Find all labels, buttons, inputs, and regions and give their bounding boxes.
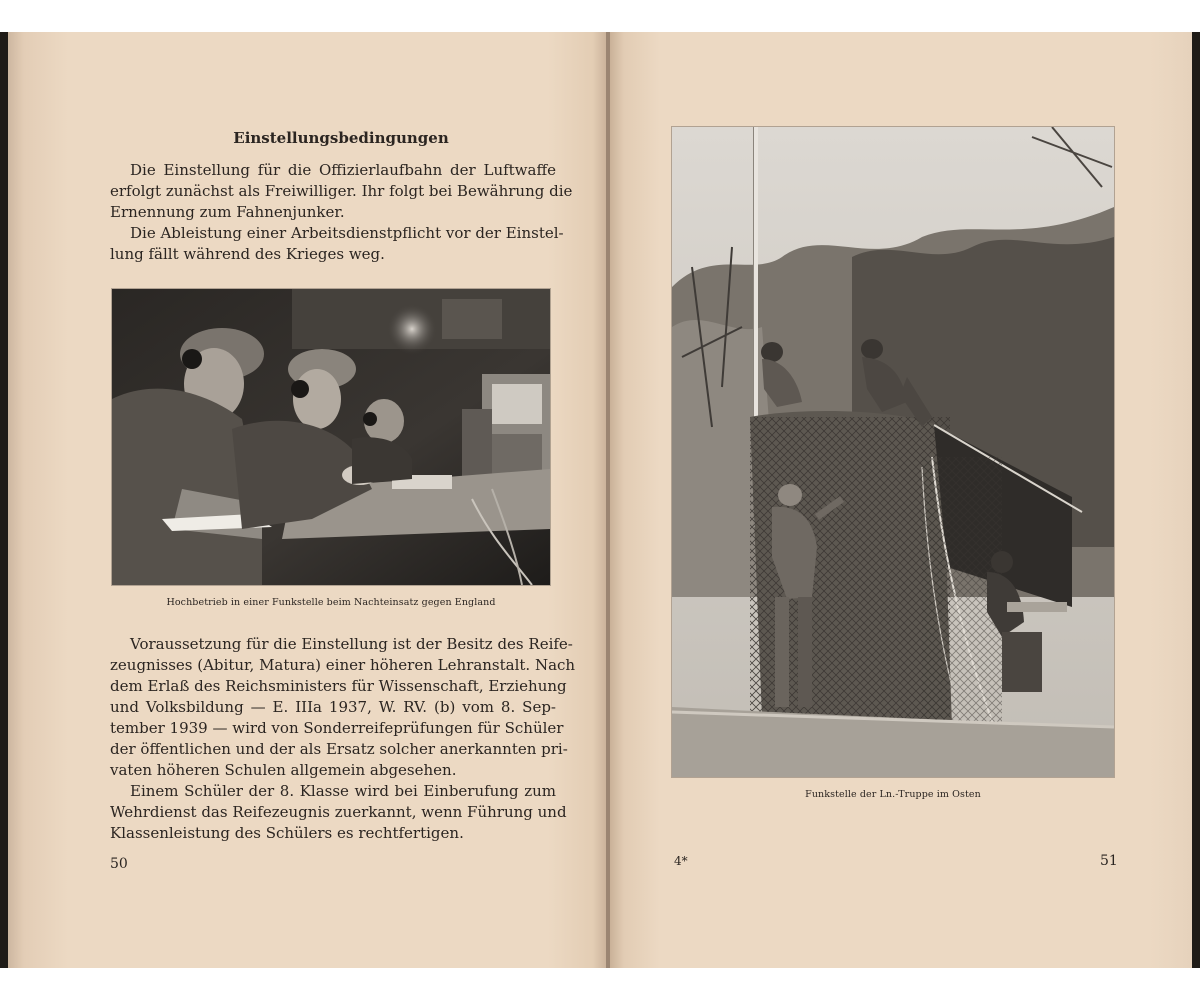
signature-mark: 4* bbox=[674, 854, 688, 868]
paragraph-line: Wehrdienst das Reifezeugnis zuerkannt, wenn Führung und bbox=[110, 803, 567, 821]
paragraph-4 bbox=[110, 781, 567, 844]
book-spread bbox=[8, 32, 1192, 968]
paragraph-2 bbox=[110, 223, 564, 265]
radio-station-photo bbox=[672, 127, 1114, 777]
paragraph-line: Voraussetzung für die Einstellung ist der Besitz des Reife- bbox=[130, 635, 573, 653]
paragraph-line: Die Ableistung einer Arbeitsdienstpflicht vor der Einstel- bbox=[130, 224, 564, 242]
page-number-left: 50 bbox=[110, 856, 128, 872]
paragraph-3 bbox=[110, 634, 576, 781]
photo-caption-left: Hochbetrieb in einer Funkstelle beim Nachteinsatz gegen England bbox=[166, 597, 496, 608]
paragraph-line: Einem Schüler der 8. Klasse wird bei Einberufung zum bbox=[130, 782, 556, 800]
radio-station-image bbox=[672, 127, 1114, 777]
right-page bbox=[610, 32, 1192, 968]
paragraph-line: und Volksbildung — E. IIIa 1937, W. RV. (b) vom 8. Sep- bbox=[110, 698, 556, 716]
top-margin bbox=[0, 0, 1200, 32]
left-page bbox=[8, 32, 606, 968]
section-heading: Einstellungsbedingungen bbox=[233, 129, 449, 147]
paragraph-line: lung fällt während des Krieges weg. bbox=[110, 245, 385, 263]
photo-caption-right: Funkstelle der Ln.-Truppe im Osten bbox=[805, 789, 981, 800]
paragraph-line: zeugnisses (Abitur, Matura) einer höheren Lehranstalt. Nach bbox=[110, 656, 576, 674]
paragraph-1 bbox=[110, 160, 573, 223]
paragraph-line: erfolgt zunächst als Freiwilliger. Ihr folgt bei Bewährung die bbox=[110, 182, 573, 200]
paragraph-line: der öffentlichen und der als Ersatz solcher anerkannten pri- bbox=[110, 740, 568, 758]
paragraph-line: Ernennung zum Fahnenjunker. bbox=[110, 203, 345, 221]
page-number-right: 51 bbox=[1100, 853, 1118, 869]
bottom-margin bbox=[0, 968, 1200, 1000]
paragraph-line: tember 1939 — wird von Sonderreifeprüfungen für Schüler bbox=[110, 719, 564, 737]
radio-operators-photo bbox=[112, 289, 550, 585]
paragraph-line: dem Erlaß des Reichsministers für Wissenschaft, Erziehung bbox=[110, 677, 567, 695]
radio-operators-image bbox=[112, 289, 550, 585]
paragraph-line: Die Einstellung für die Offizierlaufbahn der Luftwaffe bbox=[130, 161, 556, 179]
paragraph-line: Klassenleistung des Schülers es rechtfertigen. bbox=[110, 824, 464, 842]
paragraph-line: vaten höheren Schulen allgemein abgesehen. bbox=[110, 761, 457, 779]
